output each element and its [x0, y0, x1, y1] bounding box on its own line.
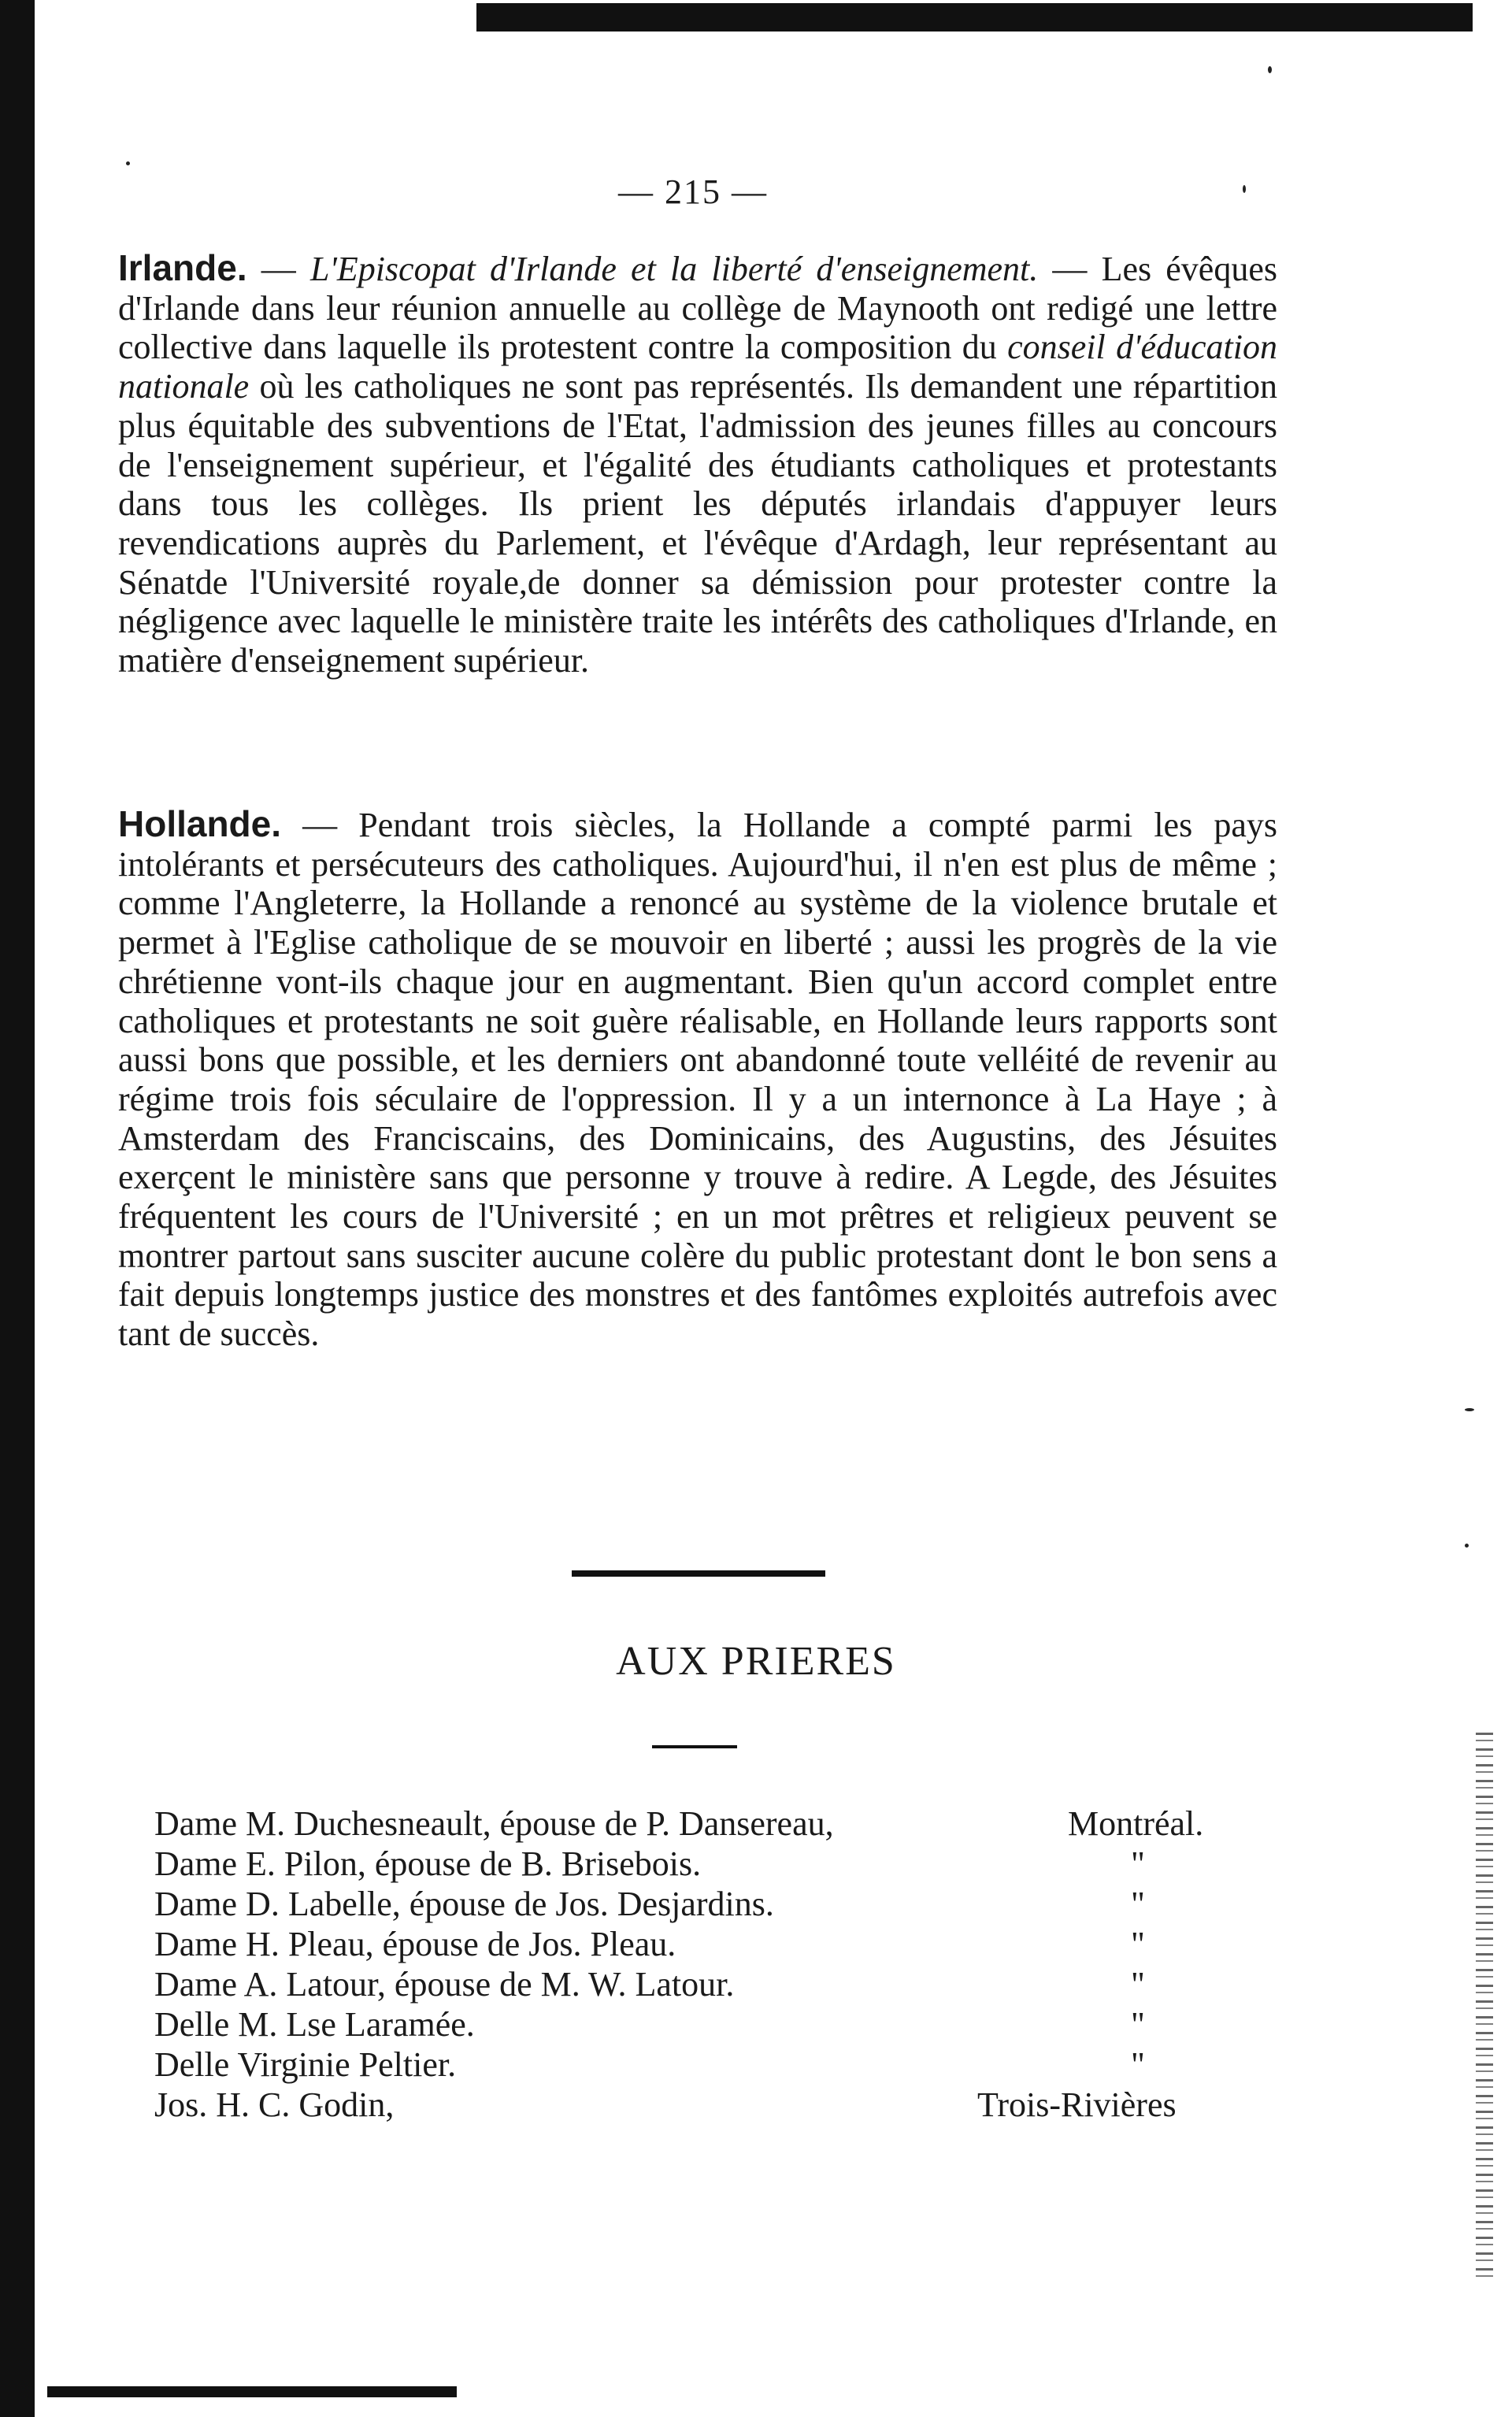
paragraph-text: où les catholiques ne sont pas représentés. Ils demandent une répartition plus équitable des subventions de l'Etat, l'admission des jeunes filles au concours de l'enseignement supérieur, et l'égalité des étudiants catholiques et protestants dans tous les collèges. Ils prient les députés irlandais d'appuyer leurs revendications auprès du Parlement, et l'évêque d'Ardagh, leur représentant au Sénatde l'Université royale,de donner sa démission pour protester contre la négligence avec laquelle le ministère traite les intérêts des catholiques d'Irlande, en matière d'enseignement supérieur.	[118, 367, 1277, 680]
section-heading-irlande: Irlande.	[118, 247, 247, 288]
list-item	[154, 2085, 1257, 2125]
section-heading-hollande: Hollande.	[118, 803, 282, 844]
paragraph-irlande	[118, 249, 1277, 680]
scan-border-top	[476, 3, 1473, 32]
ditto-mark: "	[1131, 1925, 1145, 1963]
paragraph-text: — Les évêques d'Irlande dans leur réunion annuelle au collège de Maynooth ont redigé une lettre collective dans laquelle ils protestent contre la composition du	[118, 250, 1277, 367]
list-item	[154, 2044, 1257, 2085]
list-item	[154, 1964, 1257, 2004]
prayer-name: Dame M. Duchesneault, épouse de P. Dansereau,	[154, 1804, 834, 1843]
page-number: — 215 —	[618, 172, 768, 211]
ditto-mark: "	[1131, 1885, 1145, 1923]
list-item	[154, 1844, 1257, 1884]
ditto-mark: "	[1131, 1844, 1145, 1883]
scan-speck	[1465, 1408, 1474, 1411]
scan-speck	[1465, 1544, 1469, 1548]
prayer-name: Delle Virginie Peltier.	[154, 2045, 457, 2084]
scan-speck	[1243, 185, 1246, 193]
scan-speck	[1268, 66, 1272, 73]
italic-phrase: conseil d'éducation nationale	[118, 328, 1277, 406]
list-item	[154, 1924, 1257, 1964]
list-item	[154, 1884, 1257, 1924]
list-item	[154, 2004, 1257, 2044]
scan-speck	[126, 161, 130, 165]
ditto-mark: "	[1131, 2005, 1145, 2044]
ditto-mark: "	[1131, 2045, 1145, 2084]
scan-border-bottom	[47, 2386, 457, 2397]
ditto-mark: "	[1131, 1965, 1145, 2004]
prayer-name: Dame E. Pilon, épouse de B. Brisebois.	[154, 1844, 702, 1883]
prayer-list	[154, 1803, 1257, 2125]
scan-edge-noise	[1476, 1733, 1493, 2284]
paragraph-hollande	[118, 805, 1277, 1354]
paragraph-text: — Pendant trois siècles, la Hollande a compté parmi les pays intolérants et persécuteurs des catholiques. Aujourd'hui, il n'en est plus de même ; comme l'Angleterre, la Hollande a renoncé au système de la violence brutale et permet à l'Eglise catholique de se mouvoir en liberté ; aussi les progrès de la vie chrétienne vont-ils chaque jour en augmentant. Bien qu'un accord complet entre catholiques et protestants ne soit guère réalisable, en Hollande leurs rapports sont aussi bons que possible, et les derniers ont abandonné toute velléité de revenir au régime trois fois séculaire de l'oppression. Il y a un internonce à La Haye ; à Amsterdam des Franciscains, des Dominicains, des Augustins, des Jésuites exerçent le ministère sans que personne y trouve à redire. A Legde, des Jésuites fréquentent les cours de l'Université ; en un mot prêtres et religieux peuvent se montrer partout sans susciter aucune colère du public protestant dont le bon sens a fait depuis longtemps justice des monstres et des fantômes exploités autrefois avec tant de succès.	[118, 806, 1277, 1354]
section-title-prayers: AUX PRIERES	[616, 1639, 896, 1684]
heading-dash: —	[246, 250, 310, 288]
article-title: L'Episcopat d'Irlande et la liberté d'enseignement.	[309, 250, 1039, 288]
prayer-name: Dame A. Latour, épouse de M. W. Latour.	[154, 1965, 735, 2004]
section-divider	[572, 1570, 825, 1577]
scan-border-left	[0, 0, 35, 2417]
prayer-name: Dame H. Pleau, épouse de Jos. Pleau.	[154, 1925, 676, 1963]
prayer-city: Montréal.	[1068, 1804, 1204, 1843]
title-underline	[652, 1745, 737, 1748]
list-item	[154, 1803, 1257, 1844]
prayer-name: Jos. H. C. Godin,	[154, 2085, 395, 2124]
prayer-name: Dame D. Labelle, épouse de Jos. Desjardins.	[154, 1885, 774, 1923]
prayer-name: Delle M. Lse Laramée.	[154, 2005, 475, 2044]
prayer-city: Trois-Rivières	[977, 2085, 1177, 2124]
